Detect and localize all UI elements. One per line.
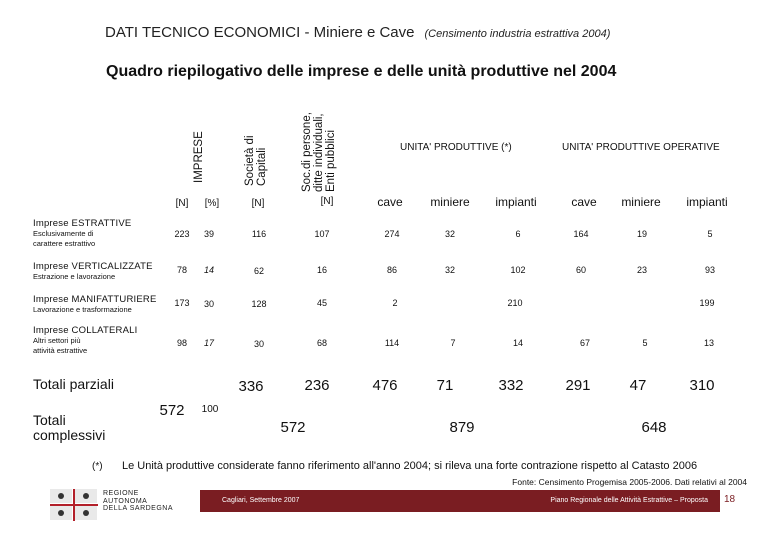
cell-manifatturiere-n: 173: [174, 298, 190, 308]
cell-verticalizzate-soc: 62: [253, 266, 264, 276]
cell-collaterali-op-miniere: 5: [642, 338, 648, 348]
region-line3: DELLA SARDEGNA: [103, 505, 174, 512]
cell-verticalizzate-up-impianti: 102: [510, 265, 526, 275]
cell-collaterali-n: 98: [176, 338, 187, 348]
total-imprese-pct: 100: [201, 404, 219, 415]
cell-manifatturiere-soc: 128: [251, 299, 267, 309]
cell-collaterali-up-cave: 114: [384, 338, 400, 348]
unit-imprese-n: [N]: [175, 198, 189, 209]
total-op-cave: 291: [565, 377, 591, 394]
page-header: [105, 24, 610, 41]
cell-estrattive-up-impianti: 6: [515, 229, 521, 239]
row-collaterali-title: Imprese COLLATERALI: [33, 325, 138, 336]
row-manifatturiere-title: Imprese MANIFATTURIERE: [33, 294, 157, 305]
row-collaterali-desc2: attività estrattive: [33, 346, 88, 355]
cell-collaterali-pct: 17: [203, 338, 214, 348]
col-header-societa: [244, 135, 268, 186]
unit-imprese-pct: [%]: [204, 198, 220, 209]
row-label-verticalizzate: [33, 262, 153, 282]
col-header-soc-persone-line3: Enti pubblici: [325, 129, 337, 192]
total-up-miniere: 71: [436, 377, 454, 394]
totali-complessivi-line1: Totali: [33, 412, 66, 428]
cell-estrattive-up-cave: 274: [384, 229, 400, 239]
cell-estrattive-soc: 116: [251, 229, 267, 239]
cell-estrattive-pct: 39: [203, 229, 214, 239]
region-line1: REGIONE: [103, 490, 139, 497]
cell-collaterali-pers: 68: [316, 338, 327, 348]
subcol-op-cave: cave: [571, 195, 597, 209]
col-header-societa-line1: Società di: [244, 135, 256, 186]
total-societa: 336: [238, 378, 264, 395]
cell-collaterali-op-impianti: 13: [703, 338, 714, 348]
col-header-unita-operative: UNITA' PRODUTTIVE OPERATIVE: [562, 142, 720, 153]
total-persone: 236: [304, 377, 330, 394]
total-op-impianti: 310: [689, 377, 715, 394]
col-header-imprese: [193, 131, 205, 183]
col-header-unita-produttive: UNITA' PRODUTTIVE (*): [400, 142, 512, 153]
cell-collaterali-up-impianti: 14: [512, 338, 523, 348]
source-note: Fonte: Censimento Progemisa 2005-2006. Dati relativi al 2004: [512, 477, 747, 487]
row-estrattive-desc1: Esclusivamente di: [33, 229, 94, 238]
subcol-up-miniere: miniere: [430, 195, 470, 209]
cell-manifatturiere-pct: 30: [203, 299, 214, 309]
col-header-societa-line2: Capitali: [256, 147, 268, 186]
cell-verticalizzate-op-impianti: 93: [704, 265, 715, 275]
cell-verticalizzate-up-miniere: 32: [444, 265, 455, 275]
row-label-collaterali: [33, 326, 137, 356]
subcol-up-cave: cave: [377, 195, 403, 209]
total-op-complessivo: 648: [641, 419, 667, 436]
cell-estrattive-op-cave: 164: [573, 229, 589, 239]
totali-complessivi-line2: complessivi: [33, 427, 106, 443]
cell-manifatturiere-up-impianti: 210: [507, 298, 523, 308]
cell-verticalizzate-pers: 16: [316, 265, 327, 275]
footnote: Le Unità produttive considerate fanno riferimento all'anno 2004; si rileva una forte contrazione rispetto al Catasto 2006: [122, 460, 698, 472]
cell-manifatturiere-up-cave: 2: [392, 298, 398, 308]
cell-estrattive-op-miniere: 19: [636, 229, 647, 239]
row-estrattive-title: Imprese ESTRATTIVE: [33, 218, 132, 229]
footer-bar: [200, 490, 720, 512]
unit-societa-n: [N]: [251, 198, 265, 209]
regione-sardegna-logo-icon: [50, 489, 98, 521]
subcol-op-impianti: impianti: [686, 195, 728, 209]
note-mark: (*): [92, 461, 103, 472]
unit-persone-n: [N]: [320, 196, 334, 207]
row-manifatturiere-desc1: Lavorazione e trasformazione: [33, 305, 132, 314]
row-verticalizzate-title: Imprese VERTICALIZZATE: [33, 261, 153, 272]
region-name: [103, 490, 173, 513]
header-title: DATI TECNICO ECONOMICI - Miniere e Cave: [105, 24, 415, 41]
section-title: Quadro riepilogativo delle imprese e delle unità produttive nel 2004: [106, 63, 617, 80]
cell-collaterali-op-cave: 67: [579, 338, 590, 348]
total-op-miniere: 47: [629, 377, 647, 394]
cell-verticalizzate-pct: 14: [203, 265, 214, 275]
total-up-impianti: 332: [498, 377, 524, 394]
total-up-cave: 476: [372, 377, 398, 394]
cell-estrattive-n: 223: [174, 229, 190, 239]
cell-estrattive-op-impianti: 5: [707, 229, 713, 239]
cell-estrattive-up-miniere: 32: [444, 229, 455, 239]
subcol-op-miniere: miniere: [621, 195, 661, 209]
total-imprese-n: 572: [159, 402, 185, 419]
footer-plan: Piano Regionale delle Attività Estrattive – Proposta: [550, 497, 708, 504]
subcol-up-impianti: impianti: [495, 195, 537, 209]
header-subtitle: (Censimento industria estrattiva 2004): [424, 28, 611, 40]
region-line2: AUTONOMA: [103, 497, 148, 505]
row-estrattive-desc2: carattere estrattivo: [33, 239, 96, 248]
row-label-estrattive: [33, 219, 131, 249]
col-header-soc-persone-line1: Soc.di persone,: [301, 112, 313, 192]
row-label-manifatturiere: [33, 295, 157, 315]
row-verticalizzate-desc1: Estrazione e lavorazione: [33, 272, 116, 281]
col-header-soc-persone: [301, 112, 337, 192]
col-header-imprese-label: IMPRESE: [193, 131, 205, 183]
totali-parziali-label: Totali parziali: [33, 376, 114, 392]
cell-verticalizzate-up-cave: 86: [386, 265, 397, 275]
cell-manifatturiere-pers: 45: [316, 298, 327, 308]
cell-collaterali-up-miniere: 7: [450, 338, 456, 348]
cell-verticalizzate-n: 78: [176, 265, 187, 275]
cell-manifatturiere-op-impianti: 199: [699, 298, 715, 308]
totali-complessivi-label: [33, 413, 105, 443]
row-collaterali-desc1: Altri settori più: [33, 336, 81, 345]
cell-verticalizzate-op-miniere: 23: [636, 265, 647, 275]
cell-estrattive-pers: 107: [314, 229, 330, 239]
col-header-soc-persone-line2: ditte individuali,: [313, 113, 325, 192]
footer-date: Cagliari, Settembre 2007: [222, 497, 300, 504]
cell-collaterali-soc: 30: [253, 339, 264, 349]
page-number: 18: [724, 494, 736, 505]
total-up-complessivo: 879: [449, 419, 475, 436]
total-societa-persone: 572: [280, 419, 306, 436]
cell-verticalizzate-op-cave: 60: [575, 265, 586, 275]
